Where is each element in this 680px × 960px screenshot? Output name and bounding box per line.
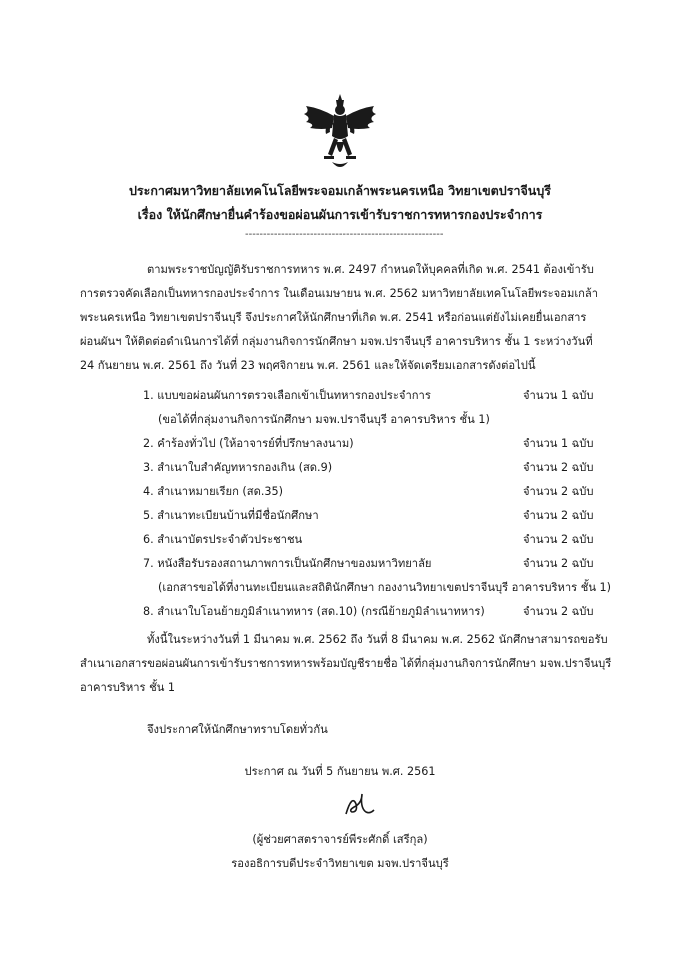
list-item: 8. สำเนาใบโอนย้ายภูมิลำเนาทหาร (สด.10) (กรณีย้ายภูมิลำเนาทหาร) (143, 605, 485, 618)
list-item-qty: จำนวน 1 ฉบับ (523, 437, 594, 450)
list-item-qty: จำนวน 2 ฉบับ (523, 485, 594, 498)
list-item: 4. สำเนาหมายเรียก (สด.35) (143, 485, 284, 498)
list-item: 7. หนังสือรับรองสถานภาพการเป็นนักศึกษาของมหาวิทยาลัย (143, 557, 432, 570)
list-item-qty: จำนวน 2 ฉบับ (523, 605, 594, 618)
list-item-qty: จำนวน 2 ฉบับ (523, 533, 594, 546)
list-item-qty: จำนวน 2 ฉบับ (523, 461, 594, 474)
list-item-note: (เอกสารขอได้ที่งานทะเบียนและสถิตินักศึกษา กองงานวิทยาเขตปราจีนบุรี อาคารบริหาร ชั้น 1) (158, 581, 612, 594)
garuda-emblem (298, 92, 382, 176)
closing-line: ทั้งนี้ในระหว่างวันที่ 1 มีนาคม พ.ศ. 2562 ถึง วันที่ 8 มีนาคม พ.ศ. 2562 นักศึกษาสามารถขอรับ (147, 633, 608, 646)
list-item: 1. แบบขอผ่อนผันการตรวจเลือกเข้าเป็นทหารกองประจำการ (143, 389, 431, 402)
intro-line: พระนครเหนือ วิทยาเขตปราจีนบุรี จึงประกาศให้นักศึกษาที่เกิด พ.ศ. 2541 หรือก่อนแต่ยังไม่เคยยื่นเอกสาร (80, 311, 587, 324)
list-item-qty: จำนวน 2 ฉบับ (523, 557, 594, 570)
intro-line: ตามพระราชบัญญัติรับราชการทหาร พ.ศ. 2497 กำหนดให้บุคคลที่เกิด พ.ศ. 2541 ต้องเข้ารับ (147, 263, 594, 276)
list-item: 5. สำเนาทะเบียนบ้านที่มีชื่อนักศึกษา (143, 509, 319, 522)
list-item-qty: จำนวน 1 ฉบับ (523, 389, 594, 402)
header-subject: เรื่อง ให้นักศึกษายื่นคำร้องขอผ่อนผันการเข้ารับราชการทหารกองประจำการ (137, 207, 543, 222)
closing-line: สำเนาเอกสารขอผ่อนผันการเข้ารับราชการทหารพร้อมบัญชีรายชื่อ ได้ที่กลุ่มงานกิจการนักศึกษา มจพ.ปราจีนบุรี (80, 657, 612, 670)
intro-line: ผ่อนผันฯ ให้ติดต่อดำเนินการได้ที่ กลุ่มงานกิจการนักศึกษา มจพ.ปราจีนบุรี อาคารบริหาร ชั้น 1 ระหว่างวันที่ (80, 335, 593, 348)
signer-name: (ผู้ช่วยศาสตราจารย์พีระศักดิ์ เสรีกุล) (252, 833, 428, 846)
header-separator: ------------------------------------------------------- (245, 229, 444, 240)
intro-line: 24 กันยายน พ.ศ. 2561 ถึง วันที่ 23 พฤศจิกายน พ.ศ. 2561 และให้จัดเตรียมเอกสารดังต่อไปนี้ (80, 359, 536, 372)
list-item: 2. คำร้องทั่วไป (ให้อาจารย์ที่ปรึกษาลงนาม) (143, 437, 354, 450)
announce-date: ประกาศ ณ วันที่ 5 กันยายน พ.ศ. 2561 (244, 765, 436, 778)
announce-text: จึงประกาศให้นักศึกษาทราบโดยทั่วกัน (147, 723, 328, 736)
signer-title: รองอธิการบดีประจำวิทยาเขต มจพ.ปราจีนบุรี (231, 857, 449, 870)
header-title: ประกาศมหาวิทยาลัยเทคโนโลยีพระจอมเกล้าพระนครเหนือ วิทยาเขตปราจีนบุรี (129, 183, 551, 198)
list-item-qty: จำนวน 2 ฉบับ (523, 509, 594, 522)
intro-line: การตรวจคัดเลือกเป็นทหารกองประจำการ ในเดือนเมษายน พ.ศ. 2562 มหาวิทยาลัยเทคโนโลยีพระจอมเกล้า (80, 287, 599, 300)
list-item: 3. สำเนาใบสำคัญทหารกองเกิน (สด.9) (143, 461, 333, 474)
closing-line: อาคารบริหาร ชั้น 1 (80, 681, 176, 694)
signature (342, 790, 378, 820)
list-item-note: (ขอได้ที่กลุ่มงานกิจการนักศึกษา มจพ.ปราจีนบุรี อาคารบริหาร ชั้น 1) (158, 413, 490, 426)
list-item: 6. สำเนาบัตรประจำตัวประชาชน (143, 533, 303, 546)
